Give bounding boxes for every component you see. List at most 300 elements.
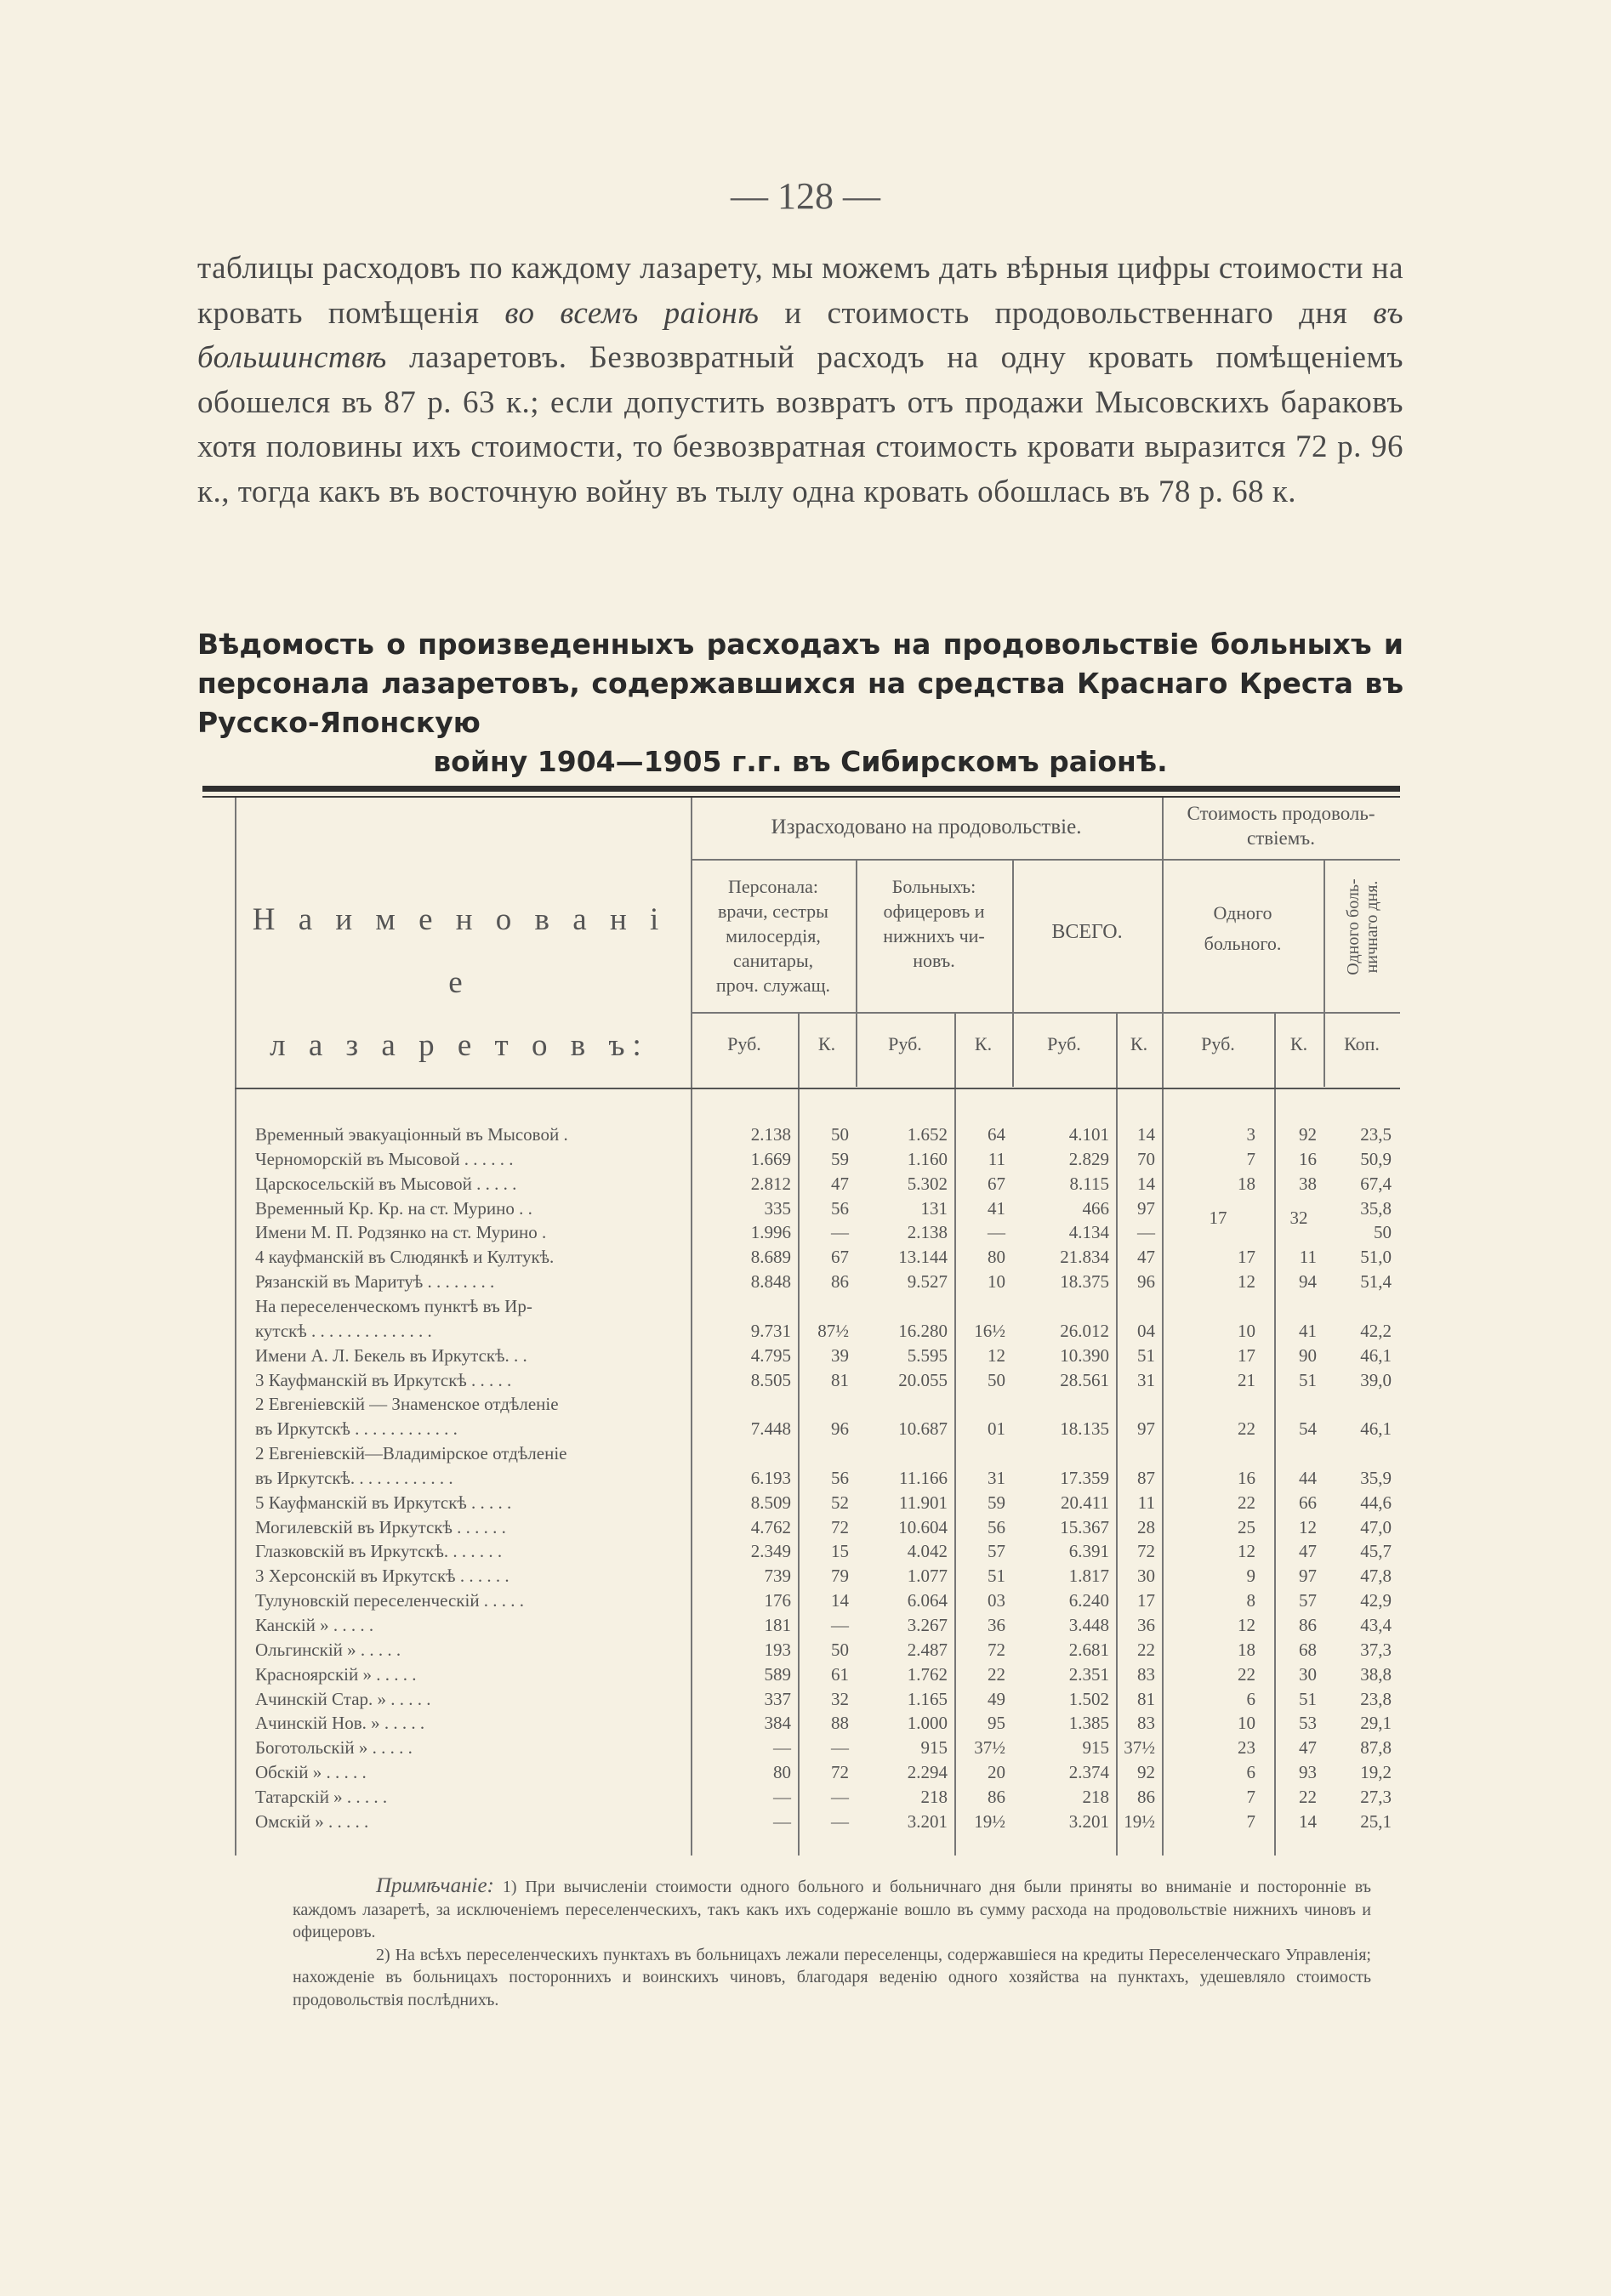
row-cell-sr: 8.505 xyxy=(750,1369,791,1390)
row-cell-bk: — xyxy=(988,1222,1005,1243)
table-row xyxy=(0,1689,1611,1713)
row-cell-tr: 3.201 xyxy=(1068,1810,1109,1832)
row-cell-bk: 57 xyxy=(988,1541,1005,1562)
row-name: Временный эвакуаціонный въ Мысовой . xyxy=(255,1124,568,1145)
row-cell-bk: 67 xyxy=(988,1173,1005,1194)
row-cell-sk: 59 xyxy=(831,1148,849,1169)
row-cell-ok: 30 xyxy=(1299,1663,1317,1685)
row-cell-ok: 97 xyxy=(1299,1566,1317,1587)
row-cell-tk: 92 xyxy=(1137,1762,1155,1783)
row-name: въ Иркутскѣ. . . . . . . . . . . . xyxy=(255,1467,453,1488)
row-cell-d: 19,2 xyxy=(1360,1762,1392,1783)
row-cell-or: 23 xyxy=(1238,1737,1255,1759)
heading-line-1: Вѣдомость о произведенныхъ расходахъ на продовольствіе больныхъ и персонала xyxy=(197,628,1403,700)
row-cell-tr: 28.561 xyxy=(1060,1369,1109,1390)
row-cell-tk: 19½ xyxy=(1124,1810,1155,1832)
row-cell-sr: 384 xyxy=(764,1713,791,1734)
unit-k: К. xyxy=(817,1033,836,1054)
row-cell-br: 1.652 xyxy=(907,1124,948,1145)
intro-paragraph xyxy=(197,247,1403,514)
row-cell-sr: 8.509 xyxy=(750,1492,791,1513)
row-cell-d: 42,9 xyxy=(1360,1590,1392,1611)
row-name: Ачинскій Стар. » . . . . . xyxy=(255,1688,431,1709)
row-cell-tr: 4.134 xyxy=(1068,1222,1109,1243)
row-cell-ok: 51 xyxy=(1299,1688,1317,1709)
table-row xyxy=(0,1492,1611,1516)
row-cell-tr: 17.359 xyxy=(1060,1467,1109,1488)
table-row xyxy=(0,1247,1611,1270)
row-cell-sr: 193 xyxy=(764,1639,791,1660)
row-cell-or: 22 xyxy=(1238,1418,1255,1440)
row-cell-d: 67,4 xyxy=(1360,1173,1392,1194)
row-cell-tk: 86 xyxy=(1137,1786,1155,1807)
row-cell-d: 45,7 xyxy=(1360,1541,1392,1562)
row-cell-tr: 218 xyxy=(1082,1786,1109,1807)
row-name: Канскій » . . . . . xyxy=(255,1615,374,1635)
row-cell-bk: 37½ xyxy=(974,1737,1005,1759)
row-cell-sr: 176 xyxy=(764,1590,791,1611)
row-cell-ok: 54 xyxy=(1299,1418,1317,1440)
row-cell-or: 10 xyxy=(1238,1713,1255,1734)
table-row xyxy=(0,1222,1611,1246)
row-cell-bk: 01 xyxy=(988,1418,1005,1440)
table-row xyxy=(0,1615,1611,1639)
row-cell-br: 131 xyxy=(920,1197,948,1219)
row-cell-ok: 22 xyxy=(1299,1786,1317,1807)
row-cell-ok: 92 xyxy=(1299,1124,1317,1145)
row-cell-br: 11.901 xyxy=(899,1492,948,1513)
row-cell-ok: 44 xyxy=(1299,1467,1317,1488)
row-cell-sk: 72 xyxy=(831,1516,849,1537)
row-cell-tk: 11 xyxy=(1137,1492,1155,1513)
row-cell-or: 16 xyxy=(1238,1467,1255,1488)
staff-header-2: врачи, сестры xyxy=(718,901,828,922)
row-cell-bk: 56 xyxy=(988,1516,1005,1537)
unit-k: К. xyxy=(1289,1033,1308,1054)
row-cell-br: 20.055 xyxy=(898,1369,948,1390)
sick-header xyxy=(856,874,1012,973)
sick-header-2: офицеровъ и xyxy=(883,901,985,922)
row-cell-or: 17 xyxy=(1238,1344,1255,1366)
row-cell-tr: 1.385 xyxy=(1068,1713,1109,1734)
row-cell-d: 35,8 xyxy=(1360,1197,1392,1219)
row-cell-ok: 53 xyxy=(1299,1713,1317,1734)
row-cell-br: 3.201 xyxy=(907,1810,948,1832)
row-cell-bk: 03 xyxy=(988,1590,1005,1611)
row-cell-d: 46,1 xyxy=(1360,1418,1392,1440)
row-cell-tk: 22 xyxy=(1137,1639,1155,1660)
row-cell-sk: — xyxy=(831,1786,849,1807)
row-cell-sr: 335 xyxy=(764,1197,791,1219)
row-cell-d: 46,1 xyxy=(1360,1344,1392,1366)
row-cell-sr: 8.689 xyxy=(750,1247,791,1268)
row-cell-sr: 2.349 xyxy=(750,1541,791,1562)
row-cell-bk: 64 xyxy=(988,1124,1005,1145)
row-cell-sk: 15 xyxy=(831,1541,849,1562)
row-cell-br: 2.487 xyxy=(907,1639,948,1660)
row-cell-sr: 181 xyxy=(764,1615,791,1635)
heading-line-2: лазаретовъ, содержавшихся на средства Краснаго Креста въ Русско-Японскую xyxy=(197,667,1403,739)
row-cell-tr: 8.115 xyxy=(1069,1173,1109,1194)
table-row xyxy=(0,1394,1611,1418)
row-cell-or: 6 xyxy=(1246,1762,1255,1783)
row-name: Царскосельскій въ Мысовой . . . . . xyxy=(255,1173,517,1194)
unit-k: К. xyxy=(974,1033,993,1054)
row-cell-or: 7 xyxy=(1246,1810,1255,1832)
row-cell-tr: 26.012 xyxy=(1060,1320,1109,1341)
row-name: Черноморскій въ Мысовой . . . . . . xyxy=(255,1148,514,1169)
row-cell-sr: 2.138 xyxy=(750,1124,791,1145)
name-header-line-1: Н а и м е н о в а н і е xyxy=(252,902,667,1000)
row-cell-tr: 466 xyxy=(1082,1197,1109,1219)
intro-text-1: таблицы расходовъ по каждому лазарету, мы можемъ дать вѣрныя цифры стоимости на кровать помѣщенія xyxy=(197,251,1403,331)
row-cell-bk: 20 xyxy=(988,1762,1005,1783)
row-cell-ok: 51 xyxy=(1299,1369,1317,1390)
row-cell-br: 2.138 xyxy=(907,1222,948,1243)
one-sick-header-2: больного. xyxy=(1204,933,1282,954)
unit-rub: Руб. xyxy=(888,1033,922,1054)
row-cell-ok: 41 xyxy=(1299,1320,1317,1341)
row-cell-ok: 94 xyxy=(1299,1271,1317,1293)
row-cell-or: 6 xyxy=(1246,1688,1255,1709)
row-cell-ok: 57 xyxy=(1299,1590,1317,1611)
cost-header-line-1: Стоимость продоволь- xyxy=(1187,803,1375,824)
row-cell-sk: 52 xyxy=(831,1492,849,1513)
row-name: Имени А. Л. Бекель въ Иркутскѣ. . . xyxy=(255,1344,527,1366)
staff-header xyxy=(691,874,856,997)
row-name: 2 Евгеніевскій — Знаменское отдѣленіе xyxy=(255,1394,559,1415)
row-cell-tk: 31 xyxy=(1137,1369,1155,1390)
row-cell-sk: — xyxy=(831,1615,849,1635)
row-cell-tk: 83 xyxy=(1137,1713,1155,1734)
one-day-header-1: Одного боль- xyxy=(1344,878,1363,975)
row-cell-d: 39,0 xyxy=(1360,1369,1392,1390)
footnote-2: 2) На всѣхъ переселенческихъ пунктахъ въ больницахъ лежали переселенцы, содержавшіеся на кредиты Переселенческаго Управленія; нахожденіе въ больницахъ постороннихъ и воинскихъ чиновъ, благодаря веденію одного хозяйства на пунктахъ, удешевляло стоимость продовольствія послѣднихъ. xyxy=(293,1945,1371,2009)
row-cell-br: 1.160 xyxy=(907,1148,948,1169)
row-cell-sk: 61 xyxy=(831,1663,849,1685)
row-cell-tr: 4.101 xyxy=(1068,1124,1109,1145)
table-row xyxy=(0,1370,1611,1394)
row-cell-ok: 47 xyxy=(1299,1737,1317,1759)
row-name: 2 Евгеніевскій—Владимірское отдѣленіе xyxy=(255,1443,567,1464)
row-cell-br: 9.527 xyxy=(907,1271,948,1293)
row-cell-tr: 915 xyxy=(1082,1737,1109,1759)
footnote-1 xyxy=(293,1875,1371,1944)
row-cell-sk: 79 xyxy=(831,1566,849,1587)
page-number: — 128 — xyxy=(731,175,880,217)
row-cell-tr: 2.351 xyxy=(1068,1663,1109,1685)
row-cell-tr: 2.681 xyxy=(1068,1639,1109,1660)
row-cell-tk: 47 xyxy=(1137,1247,1155,1268)
row-cell-d: 87,8 xyxy=(1360,1737,1392,1759)
row-cell-sk: 47 xyxy=(831,1173,849,1194)
row-cell-tr: 1.817 xyxy=(1068,1566,1109,1587)
row-cell-sr: 1.669 xyxy=(750,1148,791,1169)
table-row xyxy=(0,1590,1611,1614)
row-cell-sr: 9.731 xyxy=(750,1320,791,1341)
table-row xyxy=(0,1541,1611,1565)
table-row xyxy=(0,1664,1611,1688)
row-cell-d: 44,6 xyxy=(1360,1492,1392,1513)
row-cell-tr: 20.411 xyxy=(1061,1492,1109,1513)
table-row xyxy=(0,1271,1611,1295)
row-cell-sr: — xyxy=(773,1810,791,1832)
total-header: ВСЕГО. xyxy=(1051,921,1123,943)
row-cell-tr: 2.374 xyxy=(1068,1762,1109,1783)
row-cell-bk: 72 xyxy=(988,1639,1005,1660)
row-name: Красноярскій » . . . . . xyxy=(255,1663,417,1685)
row-name: Обскій » . . . . . xyxy=(255,1762,367,1783)
row-cell-d: 51,0 xyxy=(1360,1247,1392,1268)
row-cell-tr: 10.390 xyxy=(1060,1344,1109,1366)
table-row xyxy=(0,1443,1611,1467)
row-cell-or: 18 xyxy=(1238,1173,1255,1194)
table-row xyxy=(0,1124,1611,1148)
row-cell-sr: 739 xyxy=(764,1566,791,1587)
row-cell-d: 23,8 xyxy=(1360,1688,1392,1709)
row-cell-tr: 2.829 xyxy=(1068,1148,1109,1169)
row-cell-or: 12 xyxy=(1238,1615,1255,1635)
row-cell-or: 7 xyxy=(1246,1148,1255,1169)
footnotes xyxy=(293,1875,1371,2012)
row-cell-br: 11.166 xyxy=(899,1467,948,1488)
row-cell-br: 1.165 xyxy=(907,1688,948,1709)
row-cell-d: 50 xyxy=(1374,1222,1392,1243)
row-cell-bk: 19½ xyxy=(974,1810,1005,1832)
row-name: Ачинскій Нов. » . . . . . xyxy=(255,1713,425,1734)
unit-k: К. xyxy=(1130,1033,1148,1054)
row-cell-tk: 14 xyxy=(1137,1124,1155,1145)
row-cell-sk: — xyxy=(831,1810,849,1832)
row-cell-d: 47,8 xyxy=(1360,1566,1392,1587)
row-cell-tk: 81 xyxy=(1137,1688,1155,1709)
row-cell-sk: 39 xyxy=(831,1344,849,1366)
row-name: Ольгинскій » . . . . . xyxy=(255,1639,401,1660)
footnote-label: Примѣчаніе: xyxy=(376,1874,494,1897)
footnote-1-text: 1) При вычисленіи стоимости одного больного и больничнаго дня были приняты во вниманіе и посторонніе въ каждомъ лазаретѣ, за исключеніемъ переселенческихъ, такъ какъ ихъ содержаніе вошло въ сумму расхода на продовольствіе нижнихъ чиновъ и офицеровъ. xyxy=(293,1878,1372,1942)
heading-line-3: войну 1904—1905 г.г. въ Сибирскомъ раіонѣ. xyxy=(433,745,1168,778)
row-cell-sk: 86 xyxy=(831,1271,849,1293)
row-cell-tk: 14 xyxy=(1137,1173,1155,1194)
row-cell-ok: 68 xyxy=(1299,1639,1317,1660)
row-cell-sk: 50 xyxy=(831,1124,849,1145)
murino-combined-rub: 17 xyxy=(1209,1208,1227,1228)
unit-kop: Коп. xyxy=(1344,1033,1380,1054)
row-cell-ok: 66 xyxy=(1299,1492,1317,1513)
row-cell-sr: 4.795 xyxy=(750,1344,791,1366)
row-cell-bk: 11 xyxy=(988,1148,1005,1169)
row-cell-or: 18 xyxy=(1238,1639,1255,1660)
staff-header-3: милосердія, xyxy=(726,925,821,946)
row-cell-d: 27,3 xyxy=(1360,1786,1392,1807)
grid-line xyxy=(691,1012,1400,1014)
row-cell-ok: 14 xyxy=(1299,1810,1317,1832)
row-cell-ok: 93 xyxy=(1299,1762,1317,1783)
row-name: Имени М. П. Родзянко на ст. Мурино . xyxy=(255,1222,547,1243)
row-cell-or: 25 xyxy=(1238,1516,1255,1537)
row-cell-sk: 56 xyxy=(831,1467,849,1488)
row-cell-sr: 589 xyxy=(764,1663,791,1685)
row-cell-or: 7 xyxy=(1246,1786,1255,1807)
table-heading xyxy=(197,625,1403,781)
table-row xyxy=(0,1149,1611,1173)
name-column-header xyxy=(247,889,672,1077)
row-cell-br: 4.042 xyxy=(907,1541,948,1562)
row-cell-tk: 72 xyxy=(1137,1541,1155,1562)
row-name: 4 кауфманскій въ Слюдянкѣ и Култукѣ. xyxy=(255,1247,555,1268)
row-cell-or: 9 xyxy=(1246,1566,1255,1587)
row-cell-d: 42,2 xyxy=(1360,1320,1392,1341)
table-row xyxy=(0,1321,1611,1344)
row-cell-or: 17 xyxy=(1238,1247,1255,1268)
row-cell-tr: 18.135 xyxy=(1060,1418,1109,1440)
row-name: Могилевскій въ Иркутскѣ . . . . . . xyxy=(255,1516,506,1537)
row-cell-bk: 22 xyxy=(988,1663,1005,1685)
row-cell-tk: 28 xyxy=(1137,1516,1155,1537)
row-cell-or: 10 xyxy=(1238,1320,1255,1341)
row-cell-tk: 04 xyxy=(1137,1320,1155,1341)
table-row xyxy=(0,1787,1611,1810)
row-cell-br: 218 xyxy=(920,1786,948,1807)
table-top-rule-thin xyxy=(202,796,1400,798)
row-cell-bk: 31 xyxy=(988,1467,1005,1488)
row-cell-d: 37,3 xyxy=(1360,1639,1392,1660)
row-cell-tr: 6.391 xyxy=(1068,1541,1109,1562)
row-cell-sr: 7.448 xyxy=(750,1418,791,1440)
row-cell-tr: 1.502 xyxy=(1068,1688,1109,1709)
row-cell-sk: — xyxy=(831,1737,849,1759)
row-cell-bk: 49 xyxy=(988,1688,1005,1709)
row-cell-sk: 72 xyxy=(831,1762,849,1783)
intro-emphasis-2: въ большинствѣ xyxy=(197,295,1404,375)
row-cell-tk: 70 xyxy=(1137,1148,1155,1169)
row-cell-sk: — xyxy=(831,1222,849,1243)
row-cell-d: 25,1 xyxy=(1360,1810,1392,1832)
row-cell-tr: 15.367 xyxy=(1060,1516,1109,1537)
row-cell-ok: 11 xyxy=(1299,1247,1317,1268)
row-name: Тулуновскій переселенческій . . . . . xyxy=(255,1590,525,1611)
row-cell-d: 47,0 xyxy=(1360,1516,1392,1537)
row-cell-bk: 12 xyxy=(988,1344,1005,1366)
row-cell-tk: 30 xyxy=(1137,1566,1155,1587)
row-cell-sk: 50 xyxy=(831,1639,849,1660)
row-cell-tr: 3.448 xyxy=(1068,1615,1109,1635)
row-cell-tk: — xyxy=(1137,1222,1155,1243)
row-cell-tr: 18.375 xyxy=(1060,1271,1109,1293)
row-cell-br: 13.144 xyxy=(898,1247,948,1268)
row-cell-d: 23,5 xyxy=(1360,1124,1392,1145)
row-cell-br: 10.604 xyxy=(898,1516,948,1537)
row-cell-or: 21 xyxy=(1238,1369,1255,1390)
row-cell-ok: 12 xyxy=(1299,1516,1317,1537)
row-cell-sr: — xyxy=(773,1737,791,1759)
row-cell-bk: 86 xyxy=(988,1786,1005,1807)
spent-header: Израсходовано на продовольствіе. xyxy=(771,816,1082,838)
one-day-header xyxy=(1339,859,1386,995)
row-cell-d: 29,1 xyxy=(1360,1713,1392,1734)
unit-rub: Руб. xyxy=(727,1033,761,1054)
row-cell-d: 35,9 xyxy=(1360,1467,1392,1488)
table-row xyxy=(0,1566,1611,1589)
table-row xyxy=(0,1713,1611,1736)
row-cell-sk: 56 xyxy=(831,1197,849,1219)
row-cell-d: 43,4 xyxy=(1360,1615,1392,1635)
row-cell-tk: 37½ xyxy=(1124,1737,1155,1759)
row-cell-br: 3.267 xyxy=(907,1615,948,1635)
row-cell-tk: 97 xyxy=(1137,1418,1155,1440)
row-cell-or: 3 xyxy=(1246,1124,1255,1145)
table-row xyxy=(0,1640,1611,1663)
row-cell-or: 22 xyxy=(1238,1492,1255,1513)
row-cell-ok: 90 xyxy=(1299,1344,1317,1366)
staff-header-5: проч. служащ. xyxy=(715,975,831,996)
row-cell-sk: 67 xyxy=(831,1247,849,1268)
table-row xyxy=(0,1811,1611,1835)
row-cell-ok: 86 xyxy=(1299,1615,1317,1635)
row-cell-tk: 36 xyxy=(1137,1615,1155,1635)
row-cell-br: 1.762 xyxy=(907,1663,948,1685)
name-header-line-2: л а з а р е т о в ъ: xyxy=(270,1028,649,1063)
row-cell-tk: 96 xyxy=(1137,1271,1155,1293)
row-cell-bk: 51 xyxy=(988,1566,1005,1587)
sick-header-3: нижнихъ чи- xyxy=(883,925,985,946)
row-cell-tk: 17 xyxy=(1137,1590,1155,1611)
row-cell-bk: 36 xyxy=(988,1615,1005,1635)
table-row xyxy=(0,1517,1611,1541)
sick-header-1: Больныхъ: xyxy=(891,876,976,897)
row-cell-bk: 95 xyxy=(988,1713,1005,1734)
row-cell-bk: 50 xyxy=(988,1369,1005,1390)
row-name: Боготольскій » . . . . . xyxy=(255,1737,413,1759)
row-cell-d: 50,9 xyxy=(1360,1148,1392,1169)
table-row xyxy=(0,1737,1611,1761)
row-cell-sr: 6.193 xyxy=(750,1467,791,1488)
row-cell-br: 1.000 xyxy=(907,1713,948,1734)
intro-text-3: лазаретовъ. Безвозвратный расходъ на одну кровать помѣщеніемъ обошелся въ 87 р. 63 к.; если допустить возвратъ отъ продажи Мысовскихъ бараковъ хотя половины ихъ стоимости, то безвозвратная стоимость кровати выразится 72 р. 96 к., тогда какъ въ восточную войну въ тылу одна кровать обошлась въ 78 р. 68 к. xyxy=(197,340,1404,509)
row-cell-ok: 47 xyxy=(1299,1541,1317,1562)
row-cell-br: 5.302 xyxy=(907,1173,948,1194)
staff-header-4: санитары, xyxy=(732,950,814,971)
row-cell-d: 38,8 xyxy=(1360,1663,1392,1685)
table-row xyxy=(0,1198,1611,1222)
row-cell-tr: 6.240 xyxy=(1068,1590,1109,1611)
sick-header-4: новъ. xyxy=(913,950,955,971)
row-cell-sk: 81 xyxy=(831,1369,849,1390)
row-cell-bk: 10 xyxy=(988,1271,1005,1293)
row-name: кутскѣ . . . . . . . . . . . . . . xyxy=(255,1320,432,1341)
row-cell-br: 10.687 xyxy=(898,1418,948,1440)
row-cell-br: 5.595 xyxy=(907,1344,948,1366)
header-bottom-rule xyxy=(235,1088,1400,1089)
row-cell-br: 915 xyxy=(920,1737,948,1759)
table-row xyxy=(0,1762,1611,1786)
row-cell-sk: 96 xyxy=(831,1418,849,1440)
table-row xyxy=(0,1345,1611,1369)
table-row xyxy=(0,1418,1611,1442)
row-cell-or: 22 xyxy=(1238,1663,1255,1685)
row-cell-or: 12 xyxy=(1238,1541,1255,1562)
row-name: Глазковскій въ Иркутскѣ. . . . . . . xyxy=(255,1541,503,1562)
row-cell-sk: 14 xyxy=(831,1590,849,1611)
unit-rub: Руб. xyxy=(1201,1033,1235,1054)
row-cell-bk: 16½ xyxy=(974,1320,1005,1341)
row-cell-or: 8 xyxy=(1246,1590,1255,1611)
row-name: въ Иркутскѣ . . . . . . . . . . . . xyxy=(255,1418,458,1440)
row-name: 3 Кауфманскій въ Иркутскѣ . . . . . xyxy=(255,1369,512,1390)
table-row xyxy=(0,1174,1611,1197)
table-row xyxy=(0,1296,1611,1320)
one-day-header-2: ничнаго дня. xyxy=(1363,880,1381,974)
